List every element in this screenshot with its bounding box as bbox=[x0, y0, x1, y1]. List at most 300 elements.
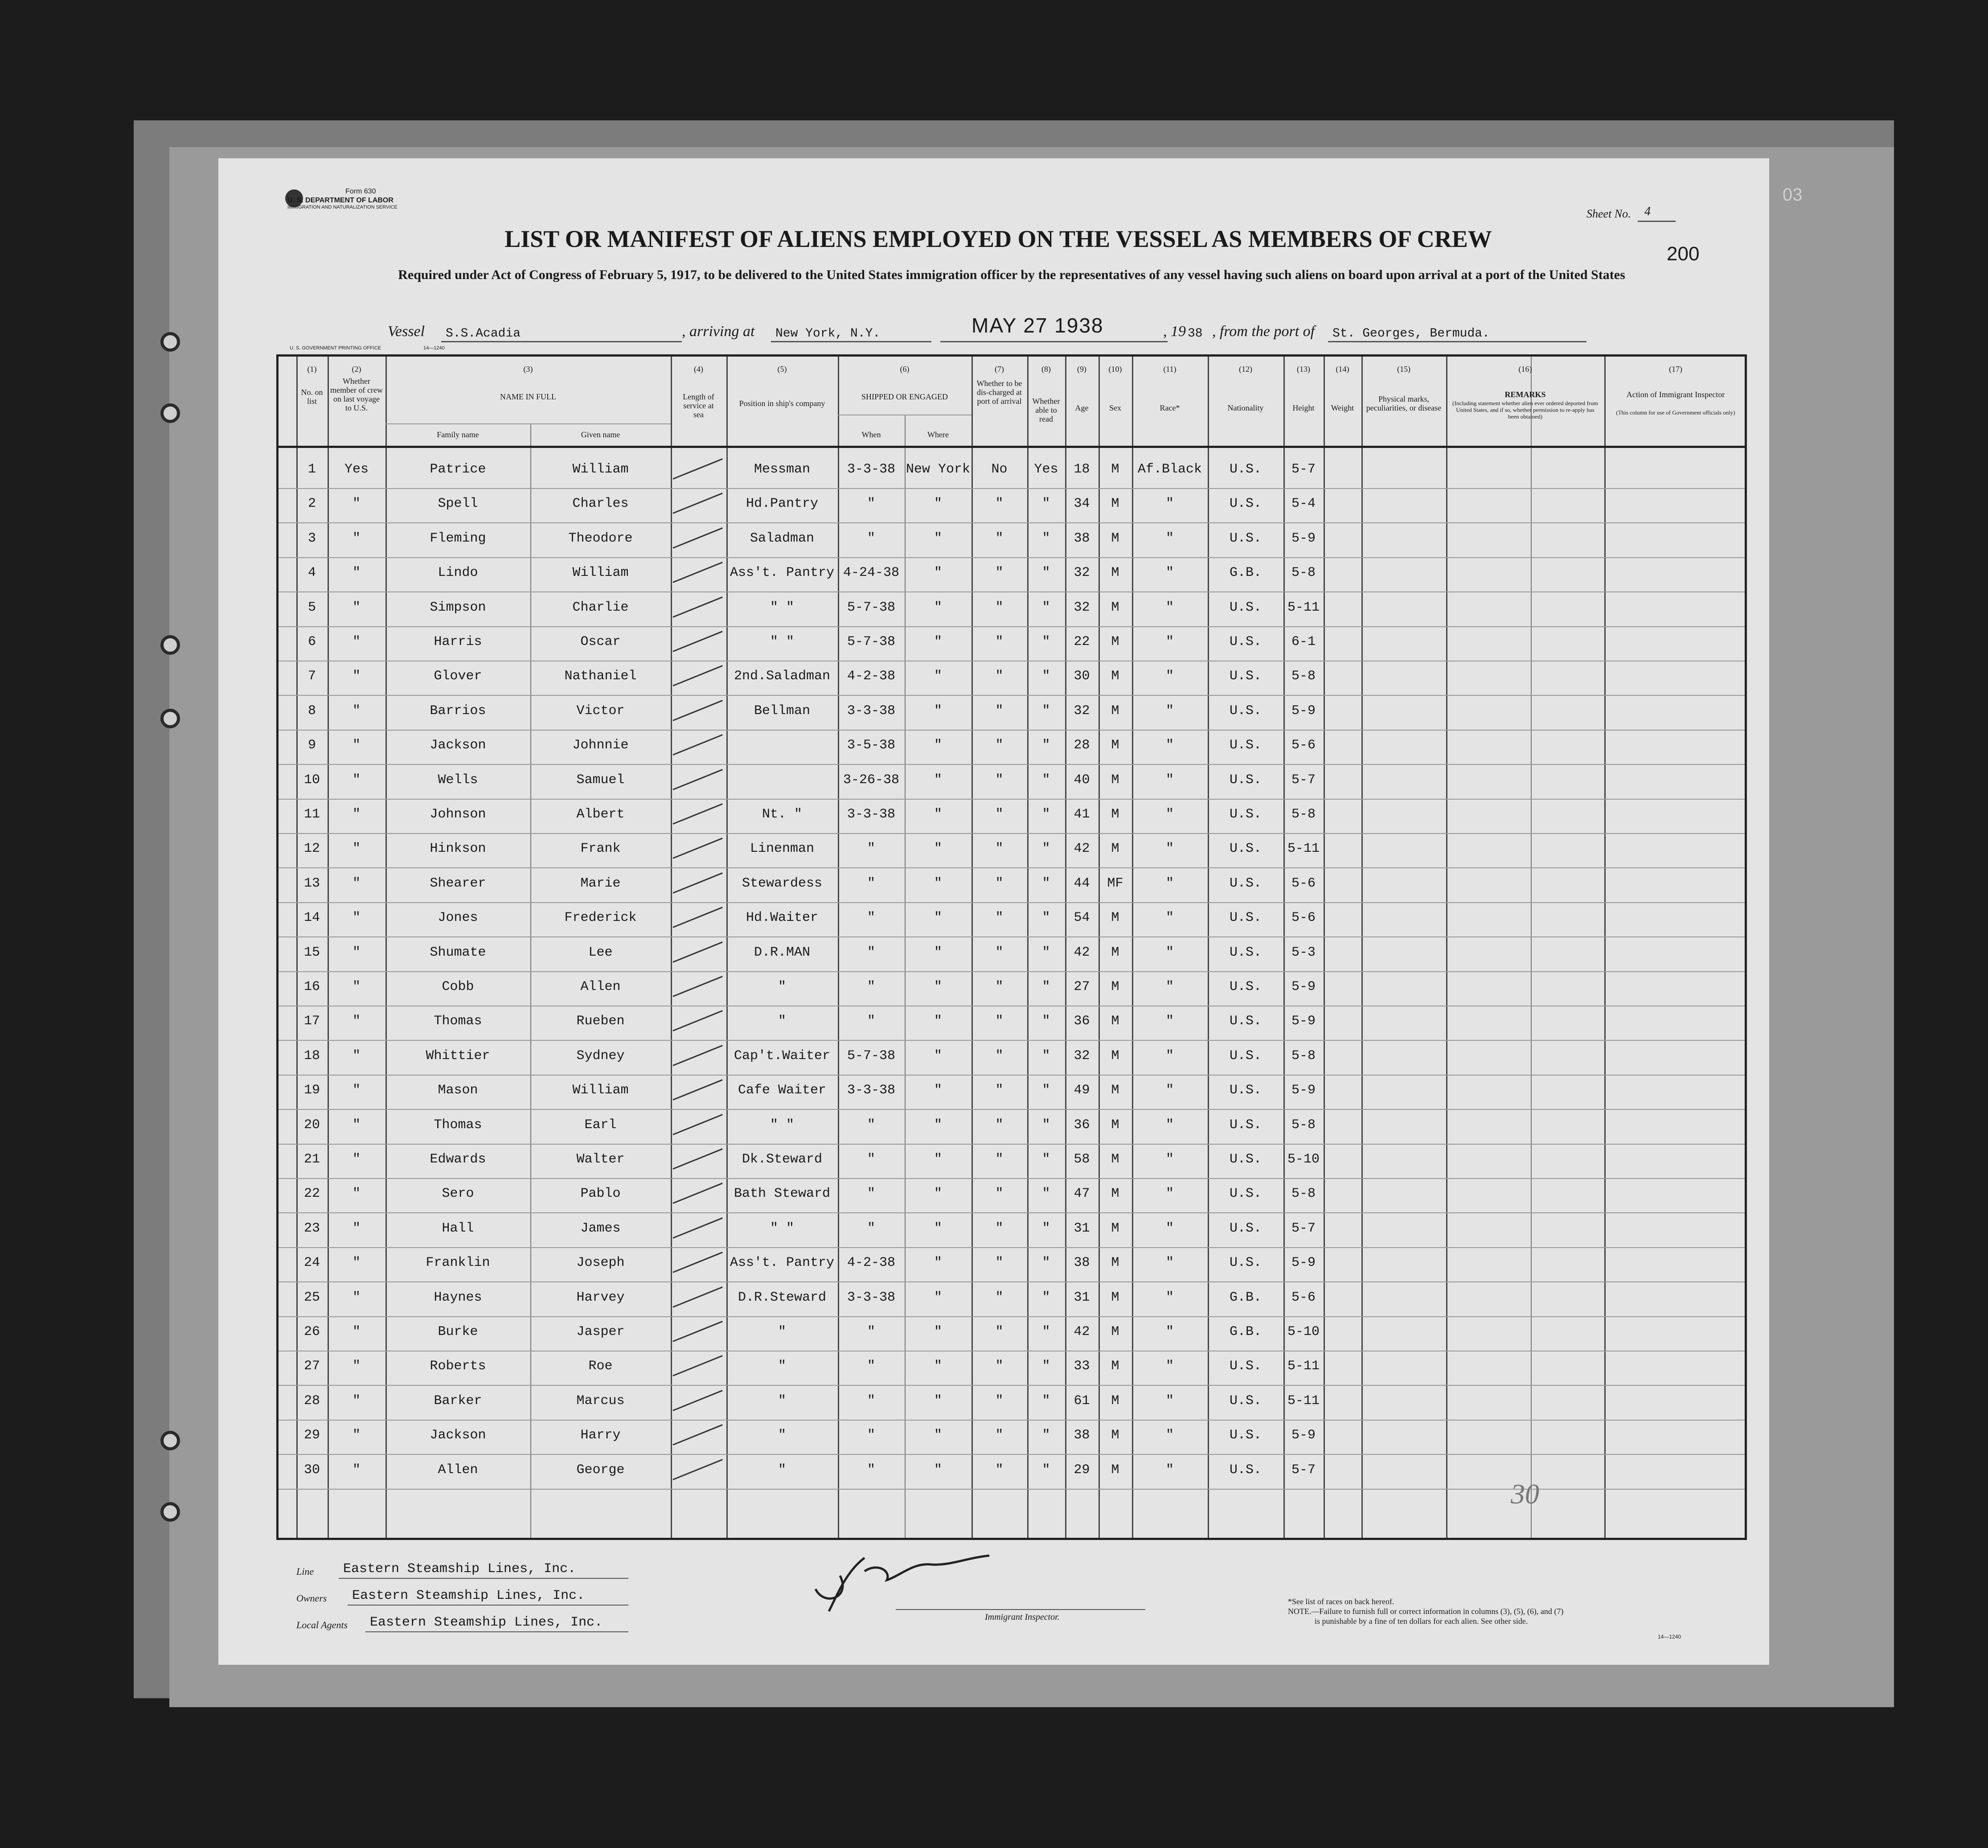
race-cell: " bbox=[1165, 496, 1174, 512]
able-to-read-cell: " bbox=[1042, 1359, 1050, 1374]
height-cell: 5-7 bbox=[1291, 772, 1316, 788]
binder-hole bbox=[160, 332, 180, 352]
shipped-where-cell: New York bbox=[906, 462, 971, 477]
sex-cell: M bbox=[1111, 1220, 1119, 1236]
nationality-cell: U.S. bbox=[1229, 1393, 1262, 1409]
shipped-where-cell: " bbox=[934, 565, 942, 581]
able-to-read-cell: " bbox=[1042, 1220, 1050, 1236]
nationality-cell: U.S. bbox=[1229, 875, 1262, 891]
race-cell: " bbox=[1165, 530, 1174, 546]
col-num-10: (10) bbox=[1108, 365, 1122, 374]
discharged-cell: " bbox=[995, 1117, 1004, 1133]
discharged-cell: " bbox=[995, 772, 1004, 788]
age-cell: 58 bbox=[1074, 1152, 1090, 1167]
crew-last-voyage-cell: " bbox=[352, 807, 361, 822]
check-mark bbox=[672, 1079, 722, 1101]
height-cell: 5-8 bbox=[1291, 565, 1316, 581]
height-cell: 5-8 bbox=[1291, 669, 1316, 684]
sex-cell: M bbox=[1111, 600, 1119, 615]
shipped-where-cell: " bbox=[934, 910, 942, 926]
check-mark bbox=[672, 1459, 722, 1480]
able-to-read-cell: " bbox=[1042, 772, 1050, 788]
age-cell: 42 bbox=[1074, 1324, 1090, 1339]
race-cell: " bbox=[1165, 1220, 1174, 1236]
nationality-cell: U.S. bbox=[1229, 807, 1262, 822]
given-name-cell: Allen bbox=[580, 979, 621, 994]
discharged-cell: " bbox=[995, 1462, 1004, 1478]
sex-cell: M bbox=[1111, 1014, 1119, 1029]
check-mark bbox=[672, 1114, 722, 1135]
sheet-label: Sheet No. bbox=[1586, 207, 1631, 220]
able-to-read-cell: " bbox=[1042, 875, 1050, 891]
height-cell: 5-3 bbox=[1291, 945, 1316, 960]
crew-table bbox=[276, 354, 1747, 1540]
shipped-where-cell: " bbox=[934, 669, 942, 684]
row-number-cell: 5 bbox=[307, 600, 316, 615]
age-cell: 41 bbox=[1074, 807, 1090, 822]
position-cell: " " bbox=[770, 1220, 794, 1236]
table-row bbox=[279, 730, 1745, 764]
nationality-cell: U.S. bbox=[1229, 1117, 1262, 1133]
able-to-read-cell: " bbox=[1042, 1117, 1050, 1133]
shipped-when-cell: " bbox=[867, 1393, 875, 1409]
able-to-read-cell: " bbox=[1042, 1014, 1050, 1029]
row-number-cell: 18 bbox=[303, 1048, 320, 1064]
sex-cell: MF bbox=[1107, 875, 1123, 891]
crew-last-voyage-cell: " bbox=[352, 1359, 361, 1374]
name-divider bbox=[385, 423, 671, 424]
height-cell: 5-9 bbox=[1291, 1083, 1316, 1098]
race-cell: " bbox=[1165, 1048, 1174, 1064]
sex-cell: M bbox=[1111, 1462, 1119, 1478]
age-cell: 38 bbox=[1074, 1255, 1090, 1271]
hdr-age: Age bbox=[1075, 403, 1089, 412]
table-row bbox=[279, 1144, 1745, 1178]
table-row bbox=[279, 764, 1745, 799]
table-row bbox=[279, 1040, 1745, 1075]
col-num-9: (9) bbox=[1077, 365, 1086, 374]
nationality-cell: U.S. bbox=[1229, 945, 1262, 960]
binder-hole bbox=[160, 1431, 180, 1450]
family-name-cell: Fleming bbox=[430, 530, 486, 546]
family-name-cell: Wells bbox=[438, 772, 478, 788]
check-mark bbox=[672, 700, 722, 721]
row-number-cell: 8 bbox=[307, 703, 316, 719]
col-num-15: (15) bbox=[1397, 365, 1410, 374]
sex-cell: M bbox=[1111, 910, 1119, 926]
crew-last-voyage-cell: " bbox=[352, 875, 361, 891]
row-number-cell: 6 bbox=[307, 634, 316, 649]
line-underline bbox=[339, 1578, 628, 1579]
table-row bbox=[279, 1006, 1745, 1040]
row-number-cell: 20 bbox=[303, 1117, 320, 1133]
able-to-read-cell: " bbox=[1042, 1186, 1050, 1202]
owners-value: Eastern Steamship Lines, Inc. bbox=[352, 1588, 585, 1603]
nationality-cell: U.S. bbox=[1229, 462, 1262, 477]
table-row bbox=[279, 833, 1745, 867]
race-cell: " bbox=[1165, 565, 1174, 581]
nationality-cell: U.S. bbox=[1229, 669, 1262, 684]
from-port: St. Georges, Bermuda. bbox=[1332, 327, 1490, 341]
agents-underline bbox=[365, 1631, 628, 1632]
shipped-where-cell: " bbox=[934, 1220, 942, 1236]
hdr-when: When bbox=[861, 430, 881, 439]
given-name-cell: Walter bbox=[576, 1152, 625, 1167]
sex-cell: M bbox=[1111, 634, 1119, 649]
shipped-where-cell: " bbox=[934, 1048, 942, 1064]
row-number-cell: 16 bbox=[303, 979, 320, 994]
shipped-where-cell: " bbox=[934, 1186, 942, 1202]
given-name-cell: William bbox=[572, 462, 629, 477]
crew-last-voyage-cell: " bbox=[352, 634, 361, 649]
row-number-cell: 15 bbox=[303, 945, 320, 960]
race-cell: " bbox=[1165, 600, 1174, 615]
binder-hole bbox=[160, 709, 180, 728]
race-cell: " bbox=[1165, 1359, 1174, 1374]
date-line bbox=[940, 341, 1168, 342]
given-name-cell: Joseph bbox=[576, 1255, 625, 1271]
row-number-cell: 14 bbox=[303, 910, 320, 926]
given-name-cell: Jasper bbox=[576, 1324, 625, 1339]
crew-last-voyage-cell: " bbox=[352, 1117, 361, 1133]
shipped-where-cell: " bbox=[934, 1083, 942, 1098]
position-cell: Ass't. Pantry bbox=[730, 565, 835, 581]
table-row bbox=[279, 799, 1745, 833]
given-name-cell: Charles bbox=[572, 496, 629, 512]
shipped-where-cell: " bbox=[934, 1324, 942, 1339]
race-cell: " bbox=[1165, 910, 1174, 926]
discharged-cell: " bbox=[995, 703, 1004, 719]
shipped-when-cell: " bbox=[867, 530, 875, 546]
nationality-cell: U.S. bbox=[1229, 530, 1262, 546]
shipped-where-cell: " bbox=[934, 530, 942, 546]
discharged-cell: " bbox=[995, 1048, 1004, 1064]
position-cell: " bbox=[778, 1324, 786, 1339]
shipped-when-cell: 4-24-38 bbox=[843, 565, 900, 581]
sex-cell: M bbox=[1111, 1393, 1119, 1409]
race-cell: " bbox=[1165, 1186, 1174, 1202]
able-to-read-cell: " bbox=[1042, 841, 1050, 857]
row-number-cell: 30 bbox=[303, 1462, 320, 1478]
position-cell: Bellman bbox=[754, 703, 811, 719]
age-cell: 32 bbox=[1074, 600, 1090, 615]
row-number-cell: 4 bbox=[307, 565, 316, 581]
sex-cell: M bbox=[1111, 772, 1119, 788]
family-name-cell: Johnson bbox=[430, 807, 486, 822]
row-number-cell: 1 bbox=[307, 462, 316, 477]
position-cell: " bbox=[778, 1014, 786, 1029]
discharged-cell: " bbox=[995, 1083, 1004, 1098]
family-name-cell: Barrios bbox=[430, 703, 486, 719]
owners-label: Owners bbox=[296, 1593, 327, 1604]
check-mark bbox=[672, 976, 722, 997]
row-number-cell: 13 bbox=[303, 875, 320, 891]
able-to-read-cell: " bbox=[1042, 1462, 1050, 1478]
crew-last-voyage-cell: " bbox=[352, 1220, 361, 1236]
able-to-read-cell: " bbox=[1042, 1289, 1050, 1305]
check-mark bbox=[672, 1148, 722, 1170]
crew-last-voyage-cell: " bbox=[352, 772, 361, 788]
discharged-cell: " bbox=[995, 841, 1004, 857]
age-cell: 38 bbox=[1074, 530, 1090, 546]
discharged-cell: " bbox=[995, 1324, 1004, 1339]
shipped-when-cell: " bbox=[867, 979, 875, 994]
family-name-cell: Thomas bbox=[434, 1117, 482, 1133]
row-number-cell: 2 bbox=[307, 496, 316, 512]
height-cell: 5-7 bbox=[1291, 462, 1316, 477]
given-name-cell: Charlie bbox=[572, 600, 629, 615]
shipped-when-cell: " bbox=[867, 875, 875, 891]
shipped-when-cell: " bbox=[867, 1359, 875, 1374]
sex-cell: M bbox=[1111, 530, 1119, 546]
discharged-cell: " bbox=[995, 807, 1004, 822]
col-num-4: (4) bbox=[694, 365, 703, 374]
position-cell: Hd.Pantry bbox=[746, 496, 819, 512]
hdr-action-note: (This column for use of Government officials only) bbox=[1616, 409, 1735, 416]
shipped-when-cell: 3-3-38 bbox=[847, 1083, 896, 1098]
table-row bbox=[279, 902, 1745, 936]
manifest-subtitle: Required under Act of Congress of February 5, 1917, to be delivered to the United States immigration officer by the representatives of any vessel having such aliens on board upon arrival at a port of the United States bbox=[398, 267, 1625, 282]
discharged-cell: " bbox=[995, 600, 1004, 615]
binder-hole bbox=[160, 1502, 180, 1522]
col-num-2: (2) bbox=[352, 365, 361, 374]
shipped-when-cell: 5-7-38 bbox=[847, 600, 896, 615]
discharged-cell: " bbox=[995, 875, 1004, 891]
discharged-cell: " bbox=[995, 738, 1004, 753]
race-cell: Af.Black bbox=[1137, 462, 1202, 477]
height-cell: 5-7 bbox=[1291, 1462, 1316, 1478]
age-cell: 40 bbox=[1074, 772, 1090, 788]
height-cell: 5-11 bbox=[1287, 600, 1320, 615]
nationality-cell: U.S. bbox=[1229, 496, 1262, 512]
check-mark bbox=[672, 1286, 722, 1308]
crew-last-voyage-cell: " bbox=[352, 1393, 361, 1409]
race-cell: " bbox=[1165, 703, 1174, 719]
race-cell: " bbox=[1165, 634, 1174, 649]
family-name-cell: Allen bbox=[438, 1462, 478, 1478]
row-number-cell: 3 bbox=[307, 530, 316, 546]
table-row bbox=[279, 1385, 1745, 1420]
able-to-read-cell: " bbox=[1042, 600, 1050, 615]
given-name-cell: George bbox=[576, 1462, 625, 1478]
note-fine: is punishable by a fine of ten dollars for each alien. See other side. bbox=[1315, 1617, 1528, 1626]
race-cell: " bbox=[1165, 1289, 1174, 1305]
height-cell: 5-11 bbox=[1287, 1359, 1320, 1374]
owners-underline bbox=[348, 1605, 628, 1606]
family-name-cell: Cobb bbox=[442, 979, 474, 994]
shipped-when-cell: " bbox=[867, 945, 875, 960]
hdr-race: Race* bbox=[1160, 403, 1180, 412]
check-mark bbox=[672, 769, 722, 790]
shipped-when-cell: " bbox=[867, 1462, 875, 1478]
check-mark bbox=[672, 527, 722, 549]
check-mark bbox=[672, 872, 722, 894]
shipped-when-cell: 3-26-38 bbox=[843, 772, 900, 788]
col-num-14: (14) bbox=[1336, 365, 1349, 374]
sex-cell: M bbox=[1111, 979, 1119, 994]
form-number: Form 630 bbox=[345, 188, 376, 195]
given-name-cell: Oscar bbox=[580, 634, 621, 649]
row-number-cell: 22 bbox=[303, 1186, 320, 1202]
position-cell: Bath Steward bbox=[734, 1186, 831, 1202]
shipped-when-cell: 5-7-38 bbox=[847, 634, 896, 649]
age-cell: 27 bbox=[1074, 979, 1090, 994]
race-cell: " bbox=[1165, 875, 1174, 891]
position-cell: Dk.Steward bbox=[742, 1152, 823, 1167]
check-mark bbox=[672, 838, 722, 859]
able-to-read-cell: " bbox=[1042, 530, 1050, 546]
race-cell: " bbox=[1165, 807, 1174, 822]
row-number-cell: 27 bbox=[303, 1359, 320, 1374]
nationality-cell: U.S. bbox=[1229, 634, 1262, 649]
height-cell: 5-6 bbox=[1291, 738, 1316, 753]
crew-last-voyage-cell: " bbox=[352, 910, 361, 926]
height-cell: 5-6 bbox=[1291, 875, 1316, 891]
binder-hole bbox=[160, 635, 180, 655]
able-to-read-cell: " bbox=[1042, 1428, 1050, 1443]
shipped-when-cell: " bbox=[867, 1117, 875, 1133]
shipped-when-cell: " bbox=[867, 1152, 875, 1167]
age-cell: 47 bbox=[1074, 1186, 1090, 1202]
shipped-when-cell: 3-3-38 bbox=[847, 703, 896, 719]
discharged-cell: " bbox=[995, 1428, 1004, 1443]
vessel-name: S.S.Acadia bbox=[446, 327, 521, 341]
height-cell: 5-8 bbox=[1291, 1117, 1316, 1133]
crew-last-voyage-cell: " bbox=[352, 738, 361, 753]
discharged-cell: " bbox=[995, 945, 1004, 960]
arriving-port: New York, N.Y. bbox=[775, 327, 881, 341]
able-to-read-cell: " bbox=[1042, 565, 1050, 581]
race-cell: " bbox=[1165, 738, 1174, 753]
shipped-when-cell: 4-2-38 bbox=[847, 1255, 896, 1271]
family-name-cell: Franklin bbox=[426, 1255, 490, 1271]
able-to-read-cell: " bbox=[1042, 910, 1050, 926]
header-bottom-rule bbox=[279, 446, 1745, 448]
hdr-shipped-engaged: SHIPPED OR ENGAGED bbox=[861, 392, 948, 401]
discharged-cell: " bbox=[995, 669, 1004, 684]
row-number-cell: 23 bbox=[303, 1220, 320, 1236]
position-cell: D.R.MAN bbox=[754, 945, 811, 960]
shipped-when-cell: " bbox=[867, 910, 875, 926]
given-name-cell: William bbox=[572, 565, 629, 581]
shipped-where-cell: " bbox=[934, 979, 942, 994]
note-failure: NOTE.—Failure to furnish full or correct information in columns (3), (5), (6), and (7) bbox=[1288, 1607, 1564, 1616]
age-cell: 32 bbox=[1074, 703, 1090, 719]
able-to-read-cell: " bbox=[1042, 1152, 1050, 1167]
shipped-where-cell: " bbox=[934, 1359, 942, 1374]
shipped-where-cell: " bbox=[934, 807, 942, 822]
shipped-when-cell: 3-3-38 bbox=[847, 807, 896, 822]
shipped-where-cell: " bbox=[934, 738, 942, 753]
row-number-cell: 21 bbox=[303, 1152, 320, 1167]
row-number-cell: 26 bbox=[303, 1324, 320, 1339]
table-row bbox=[279, 1075, 1745, 1109]
race-cell: " bbox=[1165, 841, 1174, 857]
from-port-line bbox=[1328, 341, 1586, 342]
height-cell: 5-4 bbox=[1291, 496, 1316, 512]
row-number-cell: 12 bbox=[303, 841, 320, 857]
nationality-cell: U.S. bbox=[1229, 1428, 1262, 1443]
hdr-where: Where bbox=[927, 430, 949, 439]
sex-cell: M bbox=[1111, 496, 1119, 512]
table-row bbox=[279, 971, 1745, 1006]
given-name-cell: Rueben bbox=[576, 1014, 625, 1029]
crew-last-voyage-cell: " bbox=[352, 1048, 361, 1064]
hdr-given-name: Given name bbox=[581, 430, 620, 439]
nationality-cell: G.B. bbox=[1229, 1289, 1262, 1305]
shipped-where-cell: " bbox=[934, 634, 942, 649]
crew-last-voyage-cell: " bbox=[352, 1186, 361, 1202]
serial-number: 200 bbox=[1667, 243, 1700, 265]
shipped-where-cell: " bbox=[934, 1462, 942, 1478]
age-cell: 30 bbox=[1074, 669, 1090, 684]
manifest-sheet bbox=[218, 158, 1769, 1665]
row-number-cell: 29 bbox=[303, 1428, 320, 1443]
nationality-cell: U.S. bbox=[1229, 1152, 1262, 1167]
nationality-cell: U.S. bbox=[1229, 1359, 1262, 1374]
given-name-cell: James bbox=[580, 1220, 621, 1236]
given-name-cell: Frederick bbox=[564, 910, 637, 926]
position-cell: Hd.Waiter bbox=[746, 910, 819, 926]
age-cell: 33 bbox=[1074, 1359, 1090, 1374]
race-cell: " bbox=[1165, 772, 1174, 788]
crew-last-voyage-cell: " bbox=[352, 1255, 361, 1271]
hdr-sex: Sex bbox=[1109, 403, 1121, 412]
age-cell: 42 bbox=[1074, 841, 1090, 857]
sex-cell: M bbox=[1111, 1048, 1119, 1064]
hdr-discharged: Whether to be dis-charged at port of arrival bbox=[976, 379, 1022, 406]
department: U. S. DEPARTMENT OF LABOR bbox=[287, 197, 394, 204]
sex-cell: M bbox=[1111, 807, 1119, 822]
given-name-cell: Lee bbox=[588, 945, 613, 960]
given-name-cell: Johnnie bbox=[572, 738, 629, 753]
position-cell: Saladman bbox=[750, 530, 815, 546]
family-name-cell: Lindo bbox=[438, 565, 478, 581]
table-row bbox=[279, 1213, 1745, 1247]
height-cell: 6-1 bbox=[1291, 634, 1316, 649]
manifest-title: LIST OR MANIFEST OF ALIENS EMPLOYED ON THE VESSEL AS MEMBERS OF CREW bbox=[504, 226, 1492, 252]
crew-last-voyage-cell: " bbox=[352, 669, 361, 684]
sex-cell: M bbox=[1111, 945, 1119, 960]
side-page-number: 03 bbox=[1783, 185, 1803, 205]
sex-cell: M bbox=[1111, 1186, 1119, 1202]
shipped-where-cell: " bbox=[934, 600, 942, 615]
hdr-length-service: Length of service at sea bbox=[683, 392, 714, 419]
crew-last-voyage-cell: " bbox=[352, 496, 361, 512]
discharged-cell: " bbox=[995, 634, 1004, 649]
check-mark bbox=[672, 596, 722, 618]
sex-cell: M bbox=[1111, 1117, 1119, 1133]
sex-cell: M bbox=[1111, 1152, 1119, 1167]
given-name-cell: Marie bbox=[580, 875, 621, 891]
print-office: U. S. GOVERNMENT PRINTING OFFICE bbox=[290, 345, 381, 351]
age-cell: 61 bbox=[1074, 1393, 1090, 1409]
discharged-cell: " bbox=[995, 1255, 1004, 1271]
race-cell: " bbox=[1165, 669, 1174, 684]
crew-last-voyage-cell: " bbox=[352, 600, 361, 615]
discharged-cell: " bbox=[995, 565, 1004, 581]
able-to-read-cell: " bbox=[1042, 738, 1050, 753]
table-row bbox=[279, 1109, 1745, 1144]
family-name-cell: Haynes bbox=[434, 1289, 482, 1305]
hdr-remarks-note: (Including statement whether alien ever ordered deported from United States, and if so, whether permission to re-apply has been obtained) bbox=[1452, 400, 1598, 420]
sex-cell: M bbox=[1111, 1428, 1119, 1443]
shipped-when-cell: 3-3-38 bbox=[847, 1289, 896, 1305]
height-cell: 5-7 bbox=[1291, 1220, 1316, 1236]
col-num-3: (3) bbox=[523, 365, 533, 374]
race-cell: " bbox=[1165, 1255, 1174, 1271]
row-number-cell: 28 bbox=[303, 1393, 320, 1409]
